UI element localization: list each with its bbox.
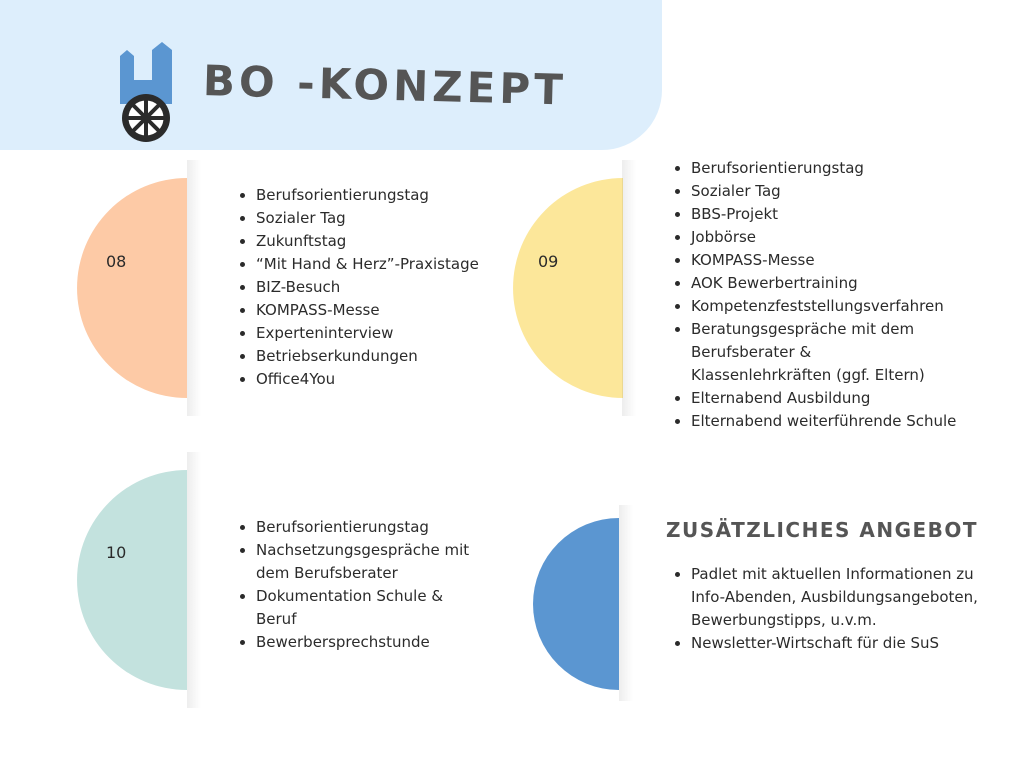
- list-item: • Dokumentation Schule & Beruf: [256, 585, 476, 631]
- list-item: • Betriebserkundungen: [256, 345, 506, 368]
- page-title: BO -KONZEPT: [202, 56, 568, 115]
- shadow-10: [187, 452, 201, 708]
- list-item: • Berufsorientierungstag: [691, 157, 991, 180]
- list-item: • Padlet mit aktuellen Informationen zu Info-Abenden, Ausbildungsangeboten, Bewerbungstipps, u.v.m.: [691, 563, 981, 632]
- list-item: • “Mit Hand & Herz”-Praxistage: [256, 253, 506, 276]
- list-item: • Office4You: [256, 368, 506, 391]
- list-item: • Nachsetzungsgespräche mit dem Berufsberater: [256, 539, 476, 585]
- list-item: • KOMPASS-Messe: [256, 299, 506, 322]
- grade-10-list: [236, 516, 476, 654]
- list-item: • Berufsorientierungstag: [256, 516, 476, 539]
- list-item: • Experteninterview: [256, 322, 506, 345]
- list-item: • Elternabend weiterführende Schule: [691, 410, 991, 433]
- grade-08-list: [236, 184, 506, 391]
- extra-offer-list: [671, 563, 981, 655]
- half-circle-extra: [532, 518, 620, 690]
- grade-09-list: [671, 157, 991, 433]
- list-item: • Bewerbersprechstunde: [256, 631, 476, 654]
- list-item: • Zukunftstag: [256, 230, 506, 253]
- grade-number-08: 08: [106, 252, 127, 271]
- half-circle-08: [76, 178, 188, 398]
- list-item: • Elternabend Ausbildung: [691, 387, 991, 410]
- tower-wheel-logo-icon: [116, 40, 178, 146]
- shadow-extra: [619, 505, 633, 701]
- list-item: • Beratungsgespräche mit dem Berufsberater & Klassenlehrkräften (ggf. Eltern): [691, 318, 991, 387]
- grade-number-09: 09: [538, 252, 559, 271]
- list-item: • KOMPASS-Messe: [691, 249, 991, 272]
- list-item: • Sozialer Tag: [691, 180, 991, 203]
- list-item: • BBS-Projekt: [691, 203, 991, 226]
- list-item: • Berufsorientierungstag: [256, 184, 506, 207]
- list-item: • AOK Bewerbertraining: [691, 272, 991, 295]
- grade-number-10: 10: [106, 543, 127, 562]
- list-item: • BIZ-Besuch: [256, 276, 506, 299]
- shadow-09: [622, 160, 636, 416]
- list-item: • Sozialer Tag: [256, 207, 506, 230]
- extra-offer-heading: ZUSÄTZLICHES ANGEBOT: [666, 518, 979, 542]
- shadow-08: [187, 160, 201, 416]
- half-circle-10: [76, 470, 188, 690]
- half-circle-09: [512, 178, 624, 398]
- list-item: • Kompetenzfeststellungsverfahren: [691, 295, 991, 318]
- list-item: • Jobbörse: [691, 226, 991, 249]
- list-item: • Newsletter-Wirtschaft für die SuS: [691, 632, 981, 655]
